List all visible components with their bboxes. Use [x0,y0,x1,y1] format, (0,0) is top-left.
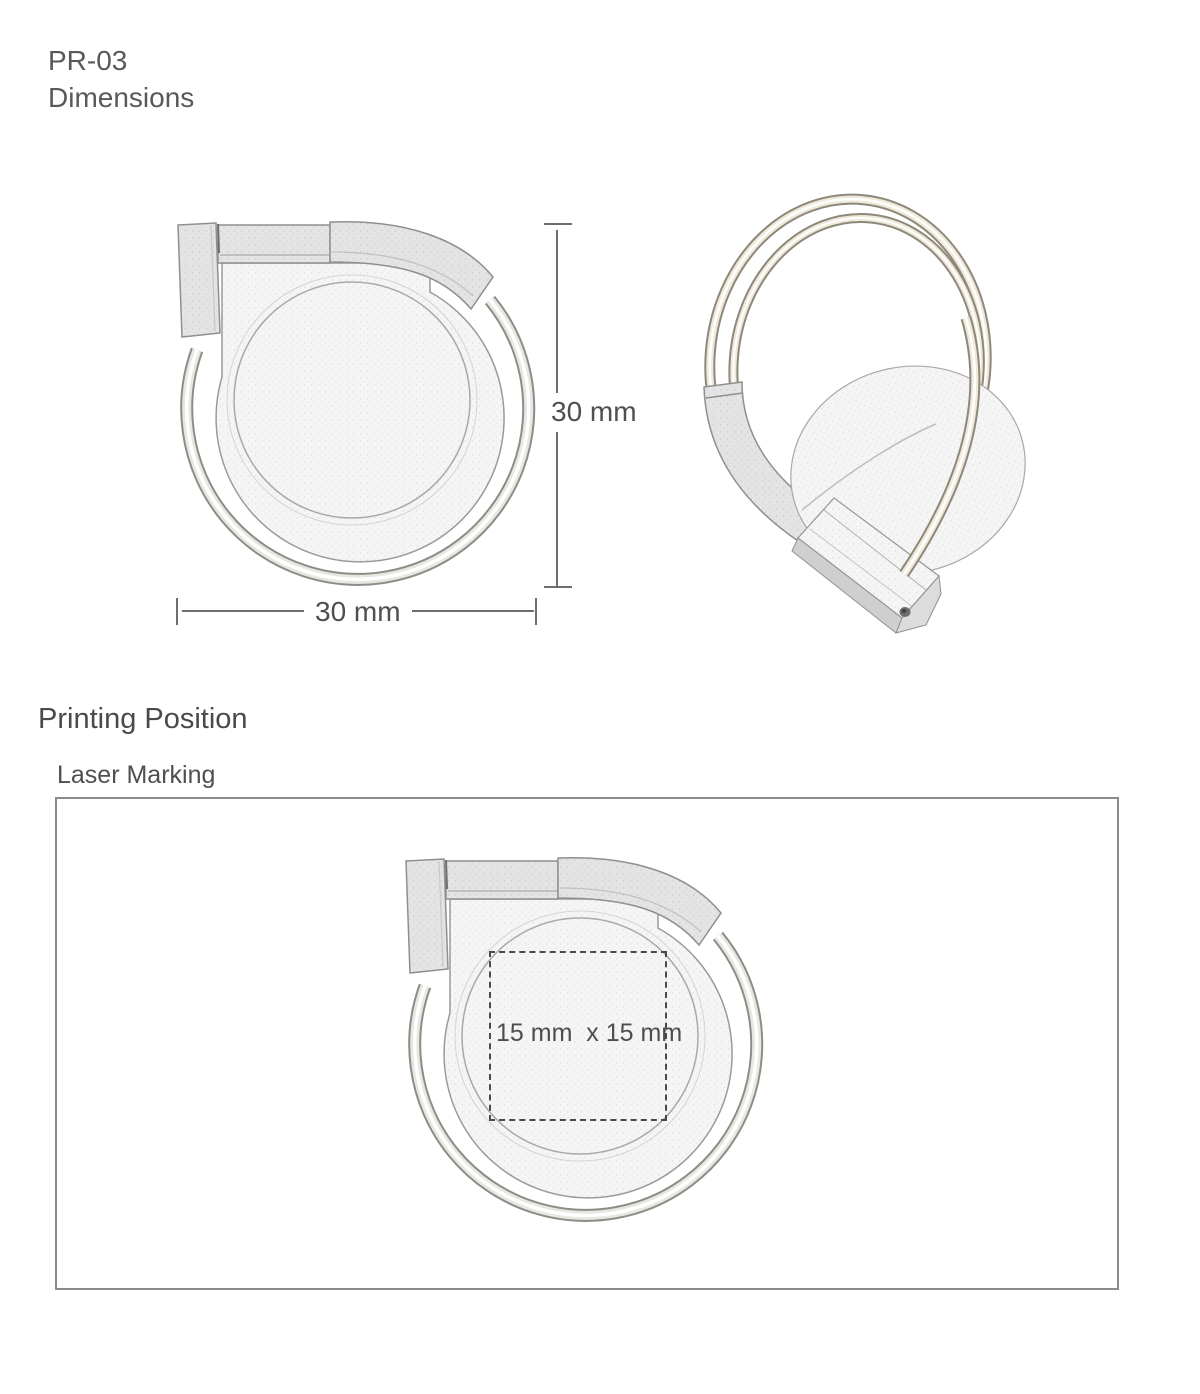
print-area-size-label: 15 mm x 15 mm [496,1019,683,1047]
height-dimension-tick-top [544,223,572,225]
ring-holder-front-view-image [170,215,545,600]
width-dimension-tick-right [535,598,537,625]
printing-position-title: Printing Position [38,703,248,735]
ring-holder-perspective-view-image [698,192,1043,627]
page-title [48,42,194,116]
height-dimension-line-upper [556,230,558,393]
print-area-outline [489,951,683,1121]
height-dimension-label: 30 mm [551,396,637,427]
page-subtitle: Dimensions [48,82,195,113]
height-dimension-line-lower [556,432,558,587]
laser-marking-label: Laser Marking [57,761,216,789]
width-dimension-line-right [412,610,534,612]
height-dimension-tick-bottom [544,586,572,588]
width-dimension-tick-left [176,598,178,625]
product-code: PR-03 [48,45,128,76]
width-dimension-line-left [182,610,304,612]
width-dimension-label: 30 mm [315,596,401,627]
